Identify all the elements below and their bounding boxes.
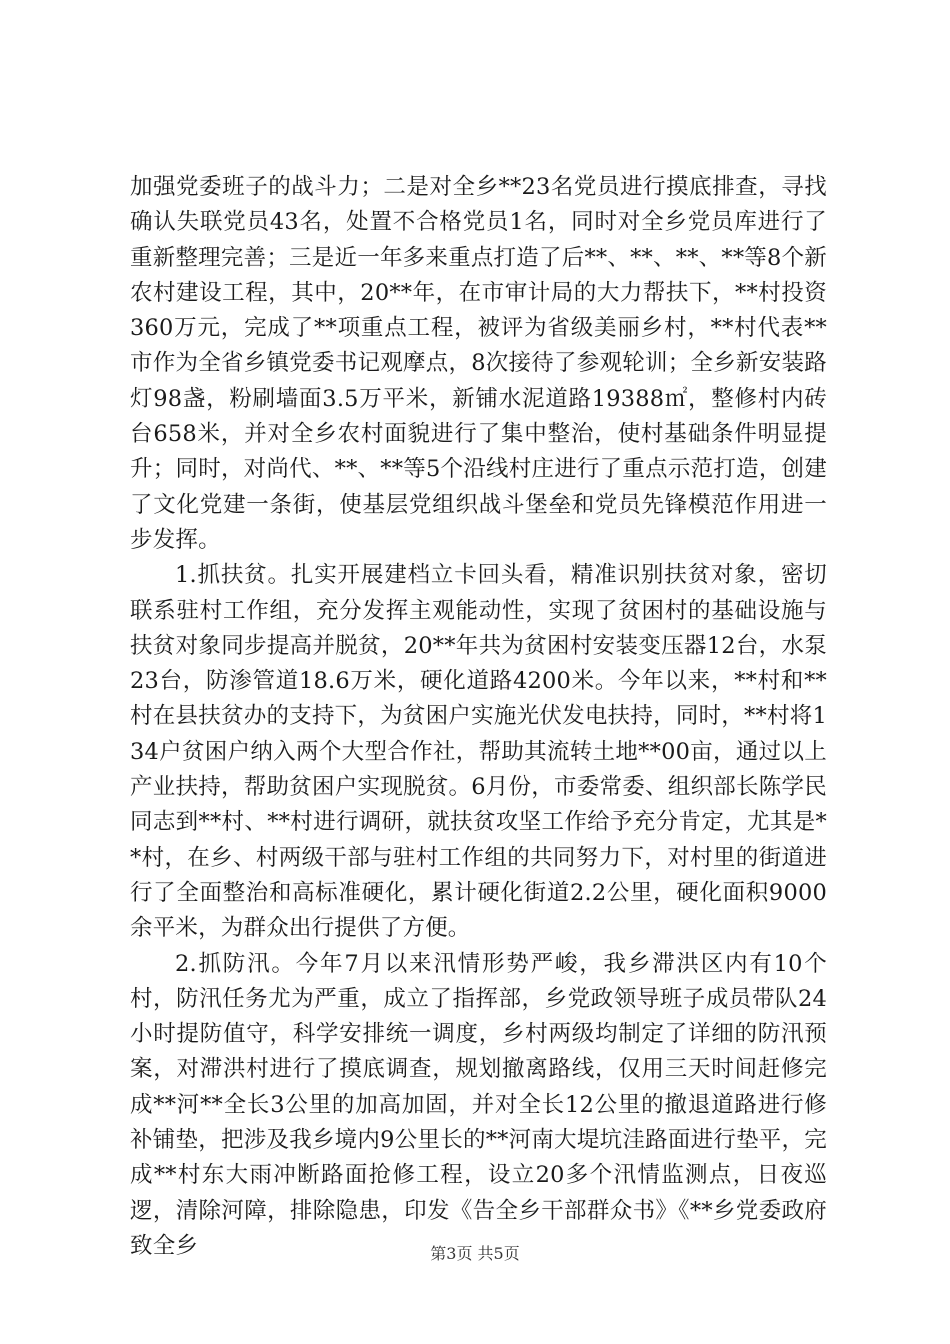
paragraph-continuation: 加强党委班子的战斗力；二是对全乡**23名党员进行摸底排查，寻找确认失联党员43名，处置不合格党员1名，同时对全乡党员库进行了重新整理完善；三是近一年多来重点打造了后**、**、**、**等8个新农村建设工程，其中，20**年，在市审计局的大力帮扶下，**村投资360万元，完成了**项重点工程，被评为省级美丽乡村，**村代表**市作为全省乡镇党委书记观摩点，8次接待了参观轮训；全乡新安装路灯98盏，粉刷墙面3.5万平米，新铺水泥道路19388㎡，整修村内砖台658米，并对全乡农村面貌进行了集中整治，使村基础条件明显提升；同时，对尚代、**、**等5个沿线村庄进行了重点示范打造，创建了文化党建一条街，使基层党组织战斗堡垒和党员先锋模范作用进一步发挥。 xyxy=(130,174,827,553)
page-footer: 第3页 共5页 xyxy=(430,1244,520,1263)
paragraph-flood-control: 2.抓防汛。今年7月以来汛情形势严峻，我乡滞洪区内有10个村，防汛任务尤为严重，成立了指挥部，乡党政领导班子成员带队24小时提防值守，科学安排统一调度，乡村两级均制定了详细的防汛预案，对滞洪村进行了摸底调查，规划撤离路线，仅用三天时间赶修完成**河**全长3公里的加高加固，并对全长12公里的撤退道路进行修补铺垫，把涉及我乡境内9公里长的**河南大堤坑洼路面进行垫平，完成**村东大雨冲断路面抢修工程，设立20多个汛情监测点，日夜巡逻，清除河障，排除隐患，印发《告全乡干部群众书》《**乡党委政府致全乡 xyxy=(130,950,827,1259)
document-body xyxy=(130,170,827,1264)
paragraph-poverty-alleviation: 1.抓扶贫。扎实开展建档立卡回头看，精准识别扶贫对象，密切联系驻村工作组，充分发挥主观能动性，实现了贫困村的基础设施与扶贫对象同步提高并脱贫，20**年共为贫困村安装变压器12台，水泵23台，防渗管道18.6万米，硬化道路4200米。今年以来，**村和**村在县扶贫办的支持下，为贫困户实施光伏发电扶持，同时，**村将134户贫困户纳入两个大型合作社，帮助其流转土地**00亩，通过以上产业扶持，帮助贫困户实现脱贫。6月份，市委常委、组织部长陈学民同志到**村、**村进行调研，就扶贫攻坚工作给予充分肯定，尤其是**村，在乡、村两级干部与驻村工作组的共同努力下，对村里的街道进行了全面整治和高标准硬化，累计硬化街道2.2公里，硬化面积9000余平米，为群众出行提供了方便。 xyxy=(130,562,827,942)
